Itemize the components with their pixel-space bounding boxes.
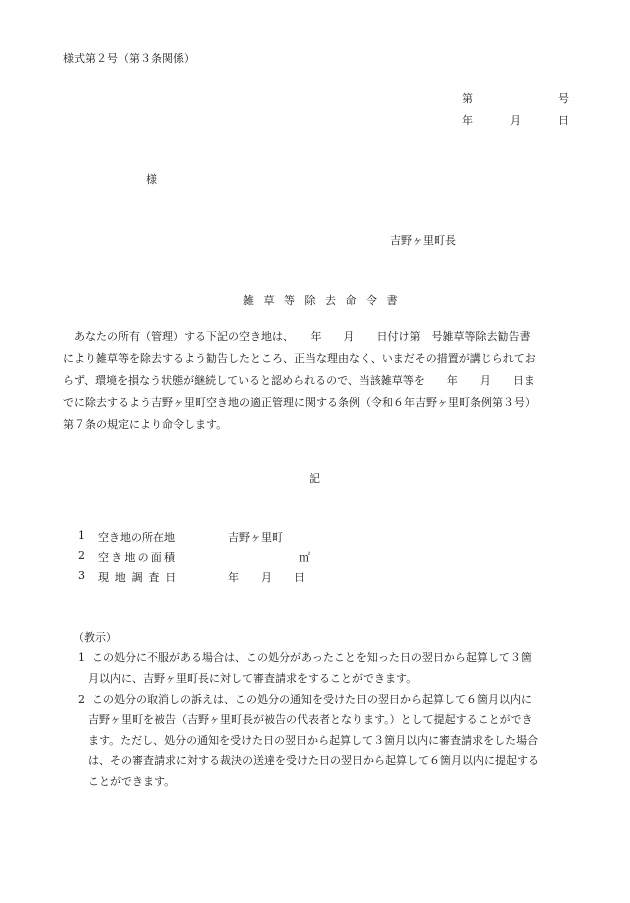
body-line: らず、環境を損なう状態が継続していると認められるので、当該雑草等を 年 月 日ま: [63, 374, 535, 387]
date-month: 月: [510, 114, 521, 127]
item-number: 3: [78, 569, 85, 582]
form-id: 様式第２号（第３条関係）: [63, 52, 195, 65]
number-go: 号: [558, 92, 569, 105]
instruction-list: [78, 648, 572, 792]
item-label: 空き地の所在地: [98, 531, 175, 544]
item-label: 現地調査日: [98, 571, 182, 584]
date-day: 日: [558, 114, 569, 127]
item-value: ㎡: [299, 551, 310, 564]
instruction-item: [78, 690, 572, 793]
instruction-line: この処分の取消しの訴えは、この処分の通知を受けた日の翌日から起算して６箇月以内に: [92, 692, 532, 706]
instruction-line: この処分に不服がある場合は、この処分があったことを知った日の翌日から起算して３箇: [92, 651, 532, 664]
instruction-line: ことができます。: [88, 774, 176, 788]
instruction-line: 月以内に、吉野ヶ里町長に対して審査請求をすることができます。: [88, 671, 418, 685]
instruction-line: は、その審査請求に対する裁決の送達を受けた日の翌日から起算して６箇月以内に提起する: [88, 754, 539, 767]
item-number: 1: [78, 529, 85, 542]
instruction-line: 吉野ヶ里町を被告（吉野ヶ里町長が被告の代表者となります。）として提起することができ: [88, 713, 533, 726]
ki-heading: 記: [309, 472, 320, 485]
item-number: 2: [78, 549, 85, 562]
issuer: 吉野ヶ里町長: [390, 234, 456, 247]
item-value: 年 月 日: [228, 571, 305, 584]
order-body: [63, 326, 571, 436]
instruction-item: [78, 648, 572, 689]
body-line: により雑草等を除去するよう勧告したところ、正当な理由なく、いまだその措置が講じられてお: [63, 352, 536, 365]
instruction-heading: （教示）: [73, 631, 117, 644]
addressee: 様: [146, 173, 157, 186]
body-line: でに除去するよう吉野ヶ里町空き地の適正管理に関する条例（令和６年吉野ヶ里町条例第３号）: [63, 396, 536, 409]
body-line: 第７条の規定により命令します。: [63, 418, 228, 431]
instruction-line: ます。ただし、処分の通知を受けた日の翌日から起算して３箇月以内に審査請求をした場合: [88, 733, 539, 747]
number-dai: 第: [462, 92, 473, 105]
body-line: あなたの所有（管理）する下記の空き地は、 年 月 日付け第 号雑草等除去勧告書: [74, 330, 531, 343]
instruction-number: 1: [78, 651, 85, 664]
document-title: 雑草等除去命令書: [243, 294, 407, 307]
instruction-number: 2: [78, 692, 85, 706]
item-value: 吉野ヶ里町: [228, 531, 283, 544]
item-label: 空き地の面積: [98, 551, 178, 564]
date-year: 年: [462, 114, 473, 127]
